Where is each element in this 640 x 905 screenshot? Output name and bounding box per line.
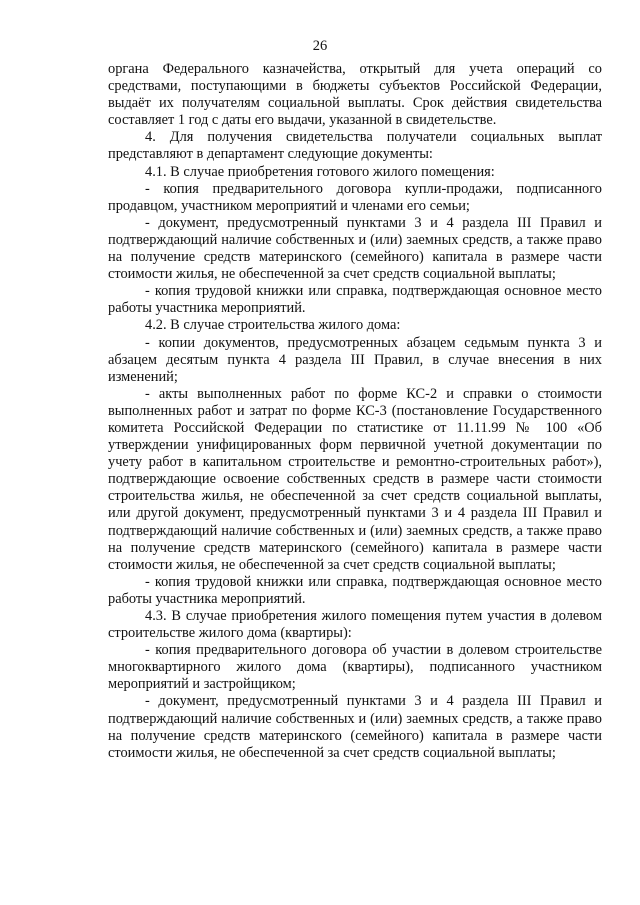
paragraph: 4.2. В случае строительства жилого дома: [145,317,401,334]
paragraph: - документ, предусмотренный пунктами 3 и 4 раздела III Правил и подтверждающий наличие собственных и (или) заемных средств, а также право на получение средств материнского (семейного) капитала в размере части стоимости жилья, не обеспеченной за счет средств социальной выплаты; [108,214,602,283]
paragraph: - копия предварительного договора об участии в долевом строительстве многоквартирного жилого дома (квартиры), подписанного участником мероприятий и застройщиком; [108,642,602,693]
paragraph: 4. Для получения свидетельства получатели социальных выплат представляют в департамент следующие документы: [108,129,602,163]
paragraph: - копии документов, предусмотренных абзацем седьмым пункта 3 и абзацем десятым пункта 4 раздела III Правил, в случае внесения в них изменений; [108,334,602,385]
paragraph: 4.1. В случае приобретения готового жилого помещения: [145,163,495,180]
paragraph: 4.3. В случае приобретения жилого помещения путем участия в долевом строительстве жилого дома (квартиры): [108,608,602,642]
paragraph: - копия предварительного договора купли-продажи, подписанного продавцом, участником мероприятий и членами его семьи; [108,180,602,214]
page-number: 26 [312,38,328,54]
paragraph: - документ, предусмотренный пунктами 3 и 4 раздела III Правил и подтверждающий наличие собственных и (или) заемных средств, а также право на получение средств материнского (семейного) капитала в размере части стоимости жилья, не обеспеченной за счет средств социальной выплаты; [108,693,602,761]
document-body [108,61,602,762]
paragraph: - копия трудовой книжки или справка, подтверждающая основное место работы участника мероприятий. [108,283,602,317]
paragraph: - акты выполненных работ по форме КС-2 и справки о стоимости выполненных работ и затрат по форме КС-3 (постановление Государственного комитета Российской Федерации по статистике от 11.11.99 № 100 «Об утверждении унифицированных форм первичной учетной документации по учету работ в капитальном строительстве и ремонтно-строительных работ»), подтверждающие освоение собственных средств в размере части стоимости строительства жилья, не обеспеченной за счет средств социальной выплаты, или другой документ, предусмотренный пунктами 3 и 4 раздела III Правил и подтверждающий наличие собственных и (или) заемных средств, а также право на получение средств материнского (семейного) капитала в размере части стоимости жилья, не обеспеченной за счет средств социальной выплаты; [108,385,602,573]
paragraph: - копия трудовой книжки или справка, подтверждающая основное место работы участника мероприятий. [108,573,602,607]
paragraph: органа Федерального казначейства, открытый для учета операций со средствами, поступающими в бюджеты субъектов Российской Федерации, выдаёт их получателям социальной выплаты. Срок действия свидетельства составляет 1 год с даты его выдачи, указанной в свидетельстве. [108,61,602,129]
